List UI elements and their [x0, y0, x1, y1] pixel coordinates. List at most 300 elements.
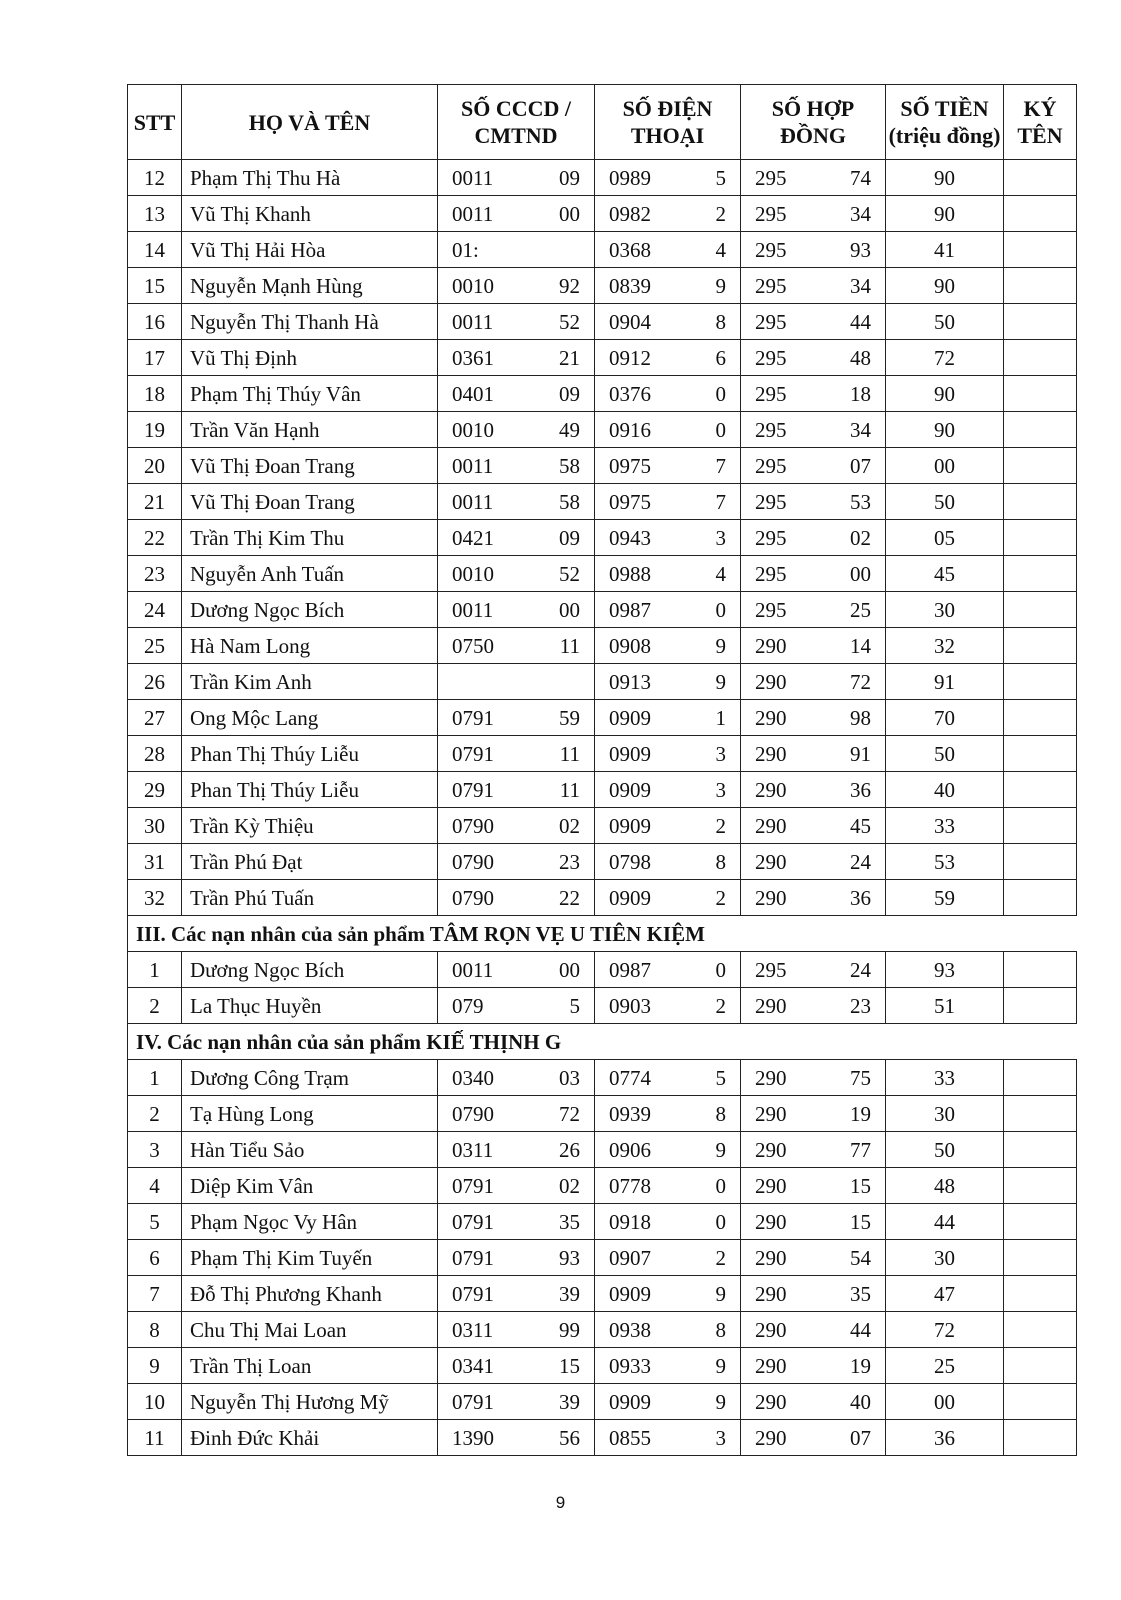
header-amount-line1: SỐ TIỀN: [900, 96, 989, 121]
row-phone-prefix: 0939: [609, 1101, 651, 1126]
row-name: Ong Mộc Lang: [182, 700, 438, 736]
header-signature-line1: KÝ: [1023, 96, 1057, 121]
row-contract-suffix: 14: [850, 633, 871, 658]
table-row: [128, 592, 1077, 628]
row-contract: [741, 1132, 886, 1168]
row-amount: 25: [886, 1348, 1004, 1384]
row-name: Phạm Thị Thu Hà: [182, 160, 438, 196]
row-signature: [1004, 772, 1077, 808]
row-contract-prefix: 290: [755, 993, 787, 1018]
row-cccd-suffix: 93: [559, 1245, 580, 1270]
row-phone-suffix: 0: [715, 597, 726, 622]
row-stt: 26: [128, 664, 182, 700]
row-contract-suffix: 18: [850, 381, 871, 406]
row-cccd-prefix: 0011: [452, 453, 494, 478]
row-phone-suffix: 8: [715, 1101, 726, 1126]
row-cccd-prefix: 0010: [452, 273, 494, 298]
row-contract: [741, 1276, 886, 1312]
row-phone: [595, 196, 741, 232]
row-contract-prefix: 290: [755, 885, 787, 910]
section-row: [128, 1024, 1077, 1060]
row-cccd-suffix: 09: [559, 381, 580, 406]
row-cccd-suffix: 26: [559, 1137, 580, 1162]
row-contract-suffix: 23: [850, 993, 871, 1018]
row-stt: 11: [128, 1420, 182, 1456]
section-iv: [128, 1024, 1077, 1060]
table-row: [128, 1276, 1077, 1312]
row-phone: [595, 1060, 741, 1096]
row-name: Đinh Đức Khải: [182, 1420, 438, 1456]
row-contract-suffix: 35: [850, 1281, 871, 1306]
row-phone: [595, 1276, 741, 1312]
row-stt: 14: [128, 232, 182, 268]
row-cccd: [438, 664, 595, 700]
row-signature: [1004, 556, 1077, 592]
row-phone: [595, 556, 741, 592]
row-phone-prefix: 0909: [609, 813, 651, 838]
row-phone-suffix: 9: [715, 669, 726, 694]
header-row: [128, 85, 1077, 160]
row-signature: [1004, 1276, 1077, 1312]
row-name: Dương Ngọc Bích: [182, 592, 438, 628]
row-contract-suffix: 15: [850, 1173, 871, 1198]
row-contract-suffix: 44: [850, 1317, 871, 1342]
row-cccd: [438, 196, 595, 232]
row-cccd-prefix: 0791: [452, 1245, 494, 1270]
row-contract-prefix: 290: [755, 777, 787, 802]
row-cccd-suffix: 09: [559, 525, 580, 550]
table-row: [128, 1204, 1077, 1240]
row-contract-prefix: 290: [755, 1245, 787, 1270]
row-contract-suffix: 48: [850, 345, 871, 370]
header-contract: [741, 85, 886, 160]
row-phone: [595, 952, 741, 988]
row-stt: 25: [128, 628, 182, 664]
row-phone-prefix: 0909: [609, 1389, 651, 1414]
row-contract-suffix: 54: [850, 1245, 871, 1270]
row-stt: 30: [128, 808, 182, 844]
row-cccd-prefix: 0790: [452, 813, 494, 838]
row-phone-prefix: 0778: [609, 1173, 651, 1198]
row-contract-suffix: 34: [850, 201, 871, 226]
row-stt: 23: [128, 556, 182, 592]
row-signature: [1004, 268, 1077, 304]
row-cccd: [438, 844, 595, 880]
row-cccd: [438, 952, 595, 988]
table-row: [128, 700, 1077, 736]
row-phone-suffix: 0: [715, 957, 726, 982]
row-signature: [1004, 1168, 1077, 1204]
row-contract-prefix: 295: [755, 957, 787, 982]
row-cccd-prefix: 01:: [452, 237, 479, 262]
row-phone: [595, 1096, 741, 1132]
row-cccd: [438, 1060, 595, 1096]
row-name: Hà Nam Long: [182, 628, 438, 664]
row-cccd: [438, 1348, 595, 1384]
row-cccd-prefix: 0791: [452, 1173, 494, 1198]
row-stt: 1: [128, 1060, 182, 1096]
row-contract-suffix: 91: [850, 741, 871, 766]
row-signature: [1004, 628, 1077, 664]
row-contract: [741, 340, 886, 376]
row-phone-suffix: 9: [715, 1353, 726, 1378]
row-cccd-suffix: 02: [559, 813, 580, 838]
row-name: Nguyễn Mạnh Hùng: [182, 268, 438, 304]
row-phone: [595, 880, 741, 916]
row-contract-prefix: 290: [755, 1389, 787, 1414]
row-contract-prefix: 295: [755, 381, 787, 406]
row-contract-suffix: 24: [850, 849, 871, 874]
row-contract-prefix: 295: [755, 453, 787, 478]
table-row: [128, 304, 1077, 340]
table-row: [128, 232, 1077, 268]
row-stt: 7: [128, 1276, 182, 1312]
row-cccd-suffix: 23: [559, 849, 580, 874]
row-name: Phạm Ngọc Vy Hân: [182, 1204, 438, 1240]
row-contract-prefix: 290: [755, 1425, 787, 1450]
row-cccd: [438, 448, 595, 484]
row-phone: [595, 448, 741, 484]
row-cccd-prefix: 0791: [452, 705, 494, 730]
row-contract-suffix: 19: [850, 1101, 871, 1126]
row-signature: [1004, 1348, 1077, 1384]
row-contract-prefix: 290: [755, 633, 787, 658]
row-cccd: [438, 1204, 595, 1240]
row-stt: 32: [128, 880, 182, 916]
header-cccd: [438, 85, 595, 160]
row-cccd: [438, 232, 595, 268]
row-phone-prefix: 0987: [609, 597, 651, 622]
row-signature: [1004, 808, 1077, 844]
row-contract: [741, 1060, 886, 1096]
row-cccd-prefix: 0011: [452, 309, 494, 334]
row-amount: 50: [886, 736, 1004, 772]
row-amount: 53: [886, 844, 1004, 880]
table-row: [128, 1168, 1077, 1204]
row-stt: 12: [128, 160, 182, 196]
row-contract-prefix: 295: [755, 597, 787, 622]
row-contract: [741, 520, 886, 556]
row-phone-prefix: 0904: [609, 309, 651, 334]
row-contract-prefix: 290: [755, 705, 787, 730]
row-contract: [741, 1384, 886, 1420]
row-signature: [1004, 700, 1077, 736]
row-contract-prefix: 290: [755, 1317, 787, 1342]
row-cccd-prefix: 0421: [452, 525, 494, 550]
row-phone-prefix: 0909: [609, 1281, 651, 1306]
table-row: [128, 988, 1077, 1024]
row-name: Vũ Thị Định: [182, 340, 438, 376]
row-phone-suffix: 4: [715, 561, 726, 586]
row-contract: [741, 1348, 886, 1384]
row-cccd: [438, 376, 595, 412]
row-phone: [595, 628, 741, 664]
row-phone-suffix: 8: [715, 849, 726, 874]
row-contract: [741, 988, 886, 1024]
row-name: Nguyễn Thị Hương Mỹ: [182, 1384, 438, 1420]
row-stt: 20: [128, 448, 182, 484]
row-phone-suffix: 5: [715, 165, 726, 190]
group-b-rows: [128, 952, 1077, 1024]
row-phone-prefix: 0909: [609, 741, 651, 766]
section-row: [128, 916, 1077, 952]
row-signature: [1004, 1312, 1077, 1348]
page-number: 9: [555, 1493, 566, 1512]
row-cccd-prefix: 0011: [452, 201, 494, 226]
row-amount: 72: [886, 1312, 1004, 1348]
row-phone-suffix: 9: [715, 633, 726, 658]
table-row: [128, 268, 1077, 304]
row-cccd: [438, 556, 595, 592]
row-phone-suffix: 3: [715, 741, 726, 766]
group-c-rows: [128, 1060, 1077, 1456]
row-cccd-prefix: 0311: [452, 1317, 494, 1342]
row-cccd-suffix: 39: [559, 1281, 580, 1306]
row-stt: 13: [128, 196, 182, 232]
row-contract-suffix: 72: [850, 669, 871, 694]
row-cccd-prefix: 0340: [452, 1065, 494, 1090]
row-cccd: [438, 736, 595, 772]
row-name: Vũ Thị Đoan Trang: [182, 484, 438, 520]
header-signature-line2: TÊN: [1017, 123, 1063, 148]
table-row: [128, 628, 1077, 664]
row-phone: [595, 1384, 741, 1420]
row-stt: 18: [128, 376, 182, 412]
row-signature: [1004, 1384, 1077, 1420]
row-stt: 5: [128, 1204, 182, 1240]
row-phone-prefix: 0913: [609, 669, 651, 694]
row-cccd: [438, 808, 595, 844]
table-row: [128, 808, 1077, 844]
row-phone-prefix: 0909: [609, 885, 651, 910]
row-amount: 00: [886, 448, 1004, 484]
row-signature: [1004, 160, 1077, 196]
row-contract-prefix: 295: [755, 525, 787, 550]
row-phone: [595, 1168, 741, 1204]
row-cccd: [438, 412, 595, 448]
row-stt: 31: [128, 844, 182, 880]
row-phone-suffix: 7: [715, 453, 726, 478]
row-cccd-prefix: 0791: [452, 1281, 494, 1306]
row-cccd-suffix: 00: [559, 597, 580, 622]
row-cccd-prefix: 0010: [452, 561, 494, 586]
row-cccd: [438, 772, 595, 808]
row-phone-suffix: 9: [715, 1281, 726, 1306]
row-cccd: [438, 1168, 595, 1204]
row-name: Phan Thị Thúy Liễu: [182, 736, 438, 772]
row-amount: 90: [886, 196, 1004, 232]
row-signature: [1004, 880, 1077, 916]
row-cccd-suffix: 56: [559, 1425, 580, 1450]
row-cccd: [438, 592, 595, 628]
row-cccd-suffix: 59: [559, 705, 580, 730]
table-row: [128, 1384, 1077, 1420]
row-contract-suffix: 00: [850, 561, 871, 586]
row-phone: [595, 376, 741, 412]
row-contract: [741, 1204, 886, 1240]
row-stt: 8: [128, 1312, 182, 1348]
table-row: [128, 1096, 1077, 1132]
row-phone-suffix: 6: [715, 345, 726, 370]
row-contract: [741, 1240, 886, 1276]
row-cccd: [438, 484, 595, 520]
row-cccd-prefix: 1390: [452, 1425, 494, 1450]
row-phone: [595, 988, 741, 1024]
row-cccd-suffix: 52: [559, 309, 580, 334]
row-phone-prefix: 0906: [609, 1137, 651, 1162]
row-contract-prefix: 290: [755, 1173, 787, 1198]
row-phone: [595, 1312, 741, 1348]
header-stt-label: STT: [133, 109, 176, 135]
row-phone: [595, 808, 741, 844]
row-cccd-prefix: 0011: [452, 489, 494, 514]
row-cccd: [438, 1240, 595, 1276]
row-cccd: [438, 1312, 595, 1348]
row-contract-prefix: 295: [755, 489, 787, 514]
row-amount: 36: [886, 1420, 1004, 1456]
row-cccd-suffix: 03: [559, 1065, 580, 1090]
row-signature: [1004, 1240, 1077, 1276]
row-stt: 2: [128, 1096, 182, 1132]
row-cccd-suffix: 15: [559, 1353, 580, 1378]
row-signature: [1004, 952, 1077, 988]
row-cccd-suffix: 00: [559, 957, 580, 982]
row-phone-prefix: 0774: [609, 1065, 651, 1090]
row-amount: 00: [886, 1384, 1004, 1420]
row-cccd: [438, 628, 595, 664]
row-amount: 33: [886, 808, 1004, 844]
row-cccd-prefix: 0750: [452, 633, 494, 658]
row-phone: [595, 412, 741, 448]
row-phone-prefix: 0933: [609, 1353, 651, 1378]
row-phone-prefix: 0839: [609, 273, 651, 298]
table-row: [128, 376, 1077, 412]
row-contract: [741, 736, 886, 772]
row-signature: [1004, 196, 1077, 232]
row-cccd-prefix: 0791: [452, 777, 494, 802]
row-phone-prefix: 0903: [609, 993, 651, 1018]
row-phone: [595, 1132, 741, 1168]
row-contract-prefix: 290: [755, 1101, 787, 1126]
row-phone: [595, 736, 741, 772]
header-phone: [595, 85, 741, 160]
row-signature: [1004, 1132, 1077, 1168]
row-amount: 05: [886, 520, 1004, 556]
table-row: [128, 1348, 1077, 1384]
row-phone-prefix: 0987: [609, 957, 651, 982]
row-phone-suffix: 0: [715, 417, 726, 442]
row-cccd-prefix: 0011: [452, 957, 494, 982]
row-stt: 15: [128, 268, 182, 304]
table-row: [128, 1312, 1077, 1348]
row-cccd: [438, 1276, 595, 1312]
row-signature: [1004, 520, 1077, 556]
table-row: [128, 1060, 1077, 1096]
row-cccd-prefix: 0361: [452, 345, 494, 370]
row-cccd-suffix: 39: [559, 1389, 580, 1414]
row-phone: [595, 268, 741, 304]
row-cccd-suffix: 99: [559, 1317, 580, 1342]
row-amount: 41: [886, 232, 1004, 268]
table-row: [128, 880, 1077, 916]
row-stt: 9: [128, 1348, 182, 1384]
row-contract-prefix: 295: [755, 561, 787, 586]
row-stt: 22: [128, 520, 182, 556]
row-amount: 72: [886, 340, 1004, 376]
row-contract-prefix: 295: [755, 237, 787, 262]
row-contract-suffix: 75: [850, 1065, 871, 1090]
header-phone-line1: SỐ ĐIỆN: [622, 96, 713, 121]
row-cccd-prefix: 0011: [452, 597, 494, 622]
row-phone-suffix: 8: [715, 1317, 726, 1342]
row-contract-prefix: 290: [755, 741, 787, 766]
header-phone-line2: THOẠI: [630, 123, 705, 148]
row-contract: [741, 664, 886, 700]
row-stt: 29: [128, 772, 182, 808]
row-phone-suffix: 2: [715, 885, 726, 910]
row-phone-suffix: 2: [715, 1245, 726, 1270]
row-contract-prefix: 295: [755, 165, 787, 190]
row-phone: [595, 340, 741, 376]
row-contract-suffix: 36: [850, 777, 871, 802]
row-contract-prefix: 290: [755, 1065, 787, 1090]
row-stt: 10: [128, 1384, 182, 1420]
row-signature: [1004, 1420, 1077, 1456]
row-contract-prefix: 290: [755, 813, 787, 838]
row-contract-prefix: 290: [755, 1209, 787, 1234]
row-signature: [1004, 376, 1077, 412]
row-phone-prefix: 0975: [609, 453, 651, 478]
row-contract-suffix: 74: [850, 165, 871, 190]
row-phone: [595, 484, 741, 520]
row-phone-suffix: 1: [715, 705, 726, 730]
row-phone-prefix: 0938: [609, 1317, 651, 1342]
row-phone-suffix: 2: [715, 813, 726, 838]
row-cccd: [438, 1132, 595, 1168]
row-contract: [741, 556, 886, 592]
header-name: [182, 85, 438, 160]
header-amount: [886, 85, 1004, 160]
table-row: [128, 664, 1077, 700]
victim-table-sheet: [127, 84, 1076, 1456]
row-contract: [741, 268, 886, 304]
row-stt: 28: [128, 736, 182, 772]
row-name: Hàn Tiểu Sảo: [182, 1132, 438, 1168]
row-contract-prefix: 290: [755, 849, 787, 874]
row-phone-prefix: 0855: [609, 1425, 651, 1450]
row-phone: [595, 232, 741, 268]
row-cccd-suffix: 09: [559, 165, 580, 190]
row-cccd: [438, 880, 595, 916]
table-row: [128, 1420, 1077, 1456]
row-contract: [741, 700, 886, 736]
row-contract-suffix: 19: [850, 1353, 871, 1378]
row-cccd-suffix: 58: [559, 453, 580, 478]
row-contract: [741, 376, 886, 412]
row-amount: 40: [886, 772, 1004, 808]
row-phone: [595, 700, 741, 736]
row-contract: [741, 808, 886, 844]
row-signature: [1004, 484, 1077, 520]
row-amount: 33: [886, 1060, 1004, 1096]
row-contract-suffix: 53: [850, 489, 871, 514]
row-phone-prefix: 0368: [609, 237, 651, 262]
row-cccd-prefix: 0010: [452, 417, 494, 442]
row-name: Đỗ Thị Phương Khanh: [182, 1276, 438, 1312]
row-name: Phạm Thị Kim Tuyến: [182, 1240, 438, 1276]
table-row: [128, 556, 1077, 592]
row-contract-suffix: 34: [850, 417, 871, 442]
